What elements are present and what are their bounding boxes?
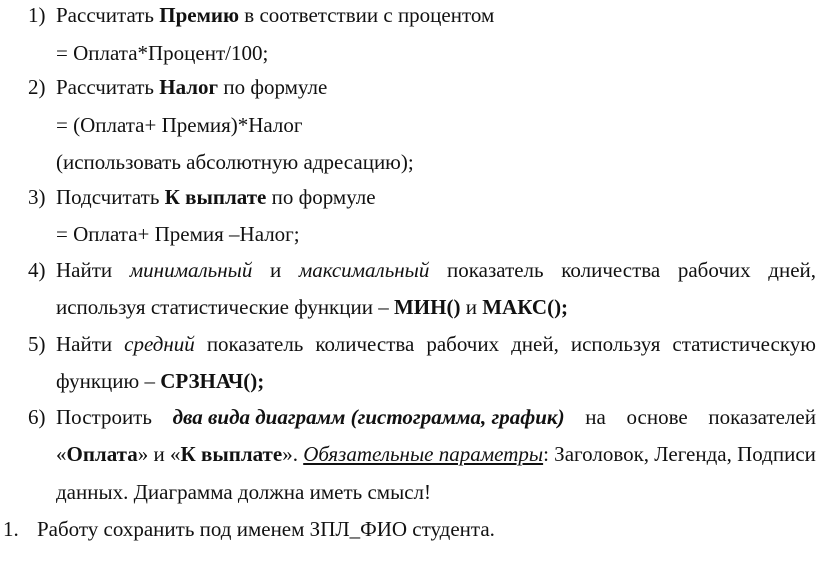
- item-number: 2): [28, 75, 46, 99]
- item-number: 1): [28, 3, 46, 27]
- outer-item-text: Работу сохранить под именем ЗПЛ_ФИО студента.: [37, 517, 495, 541]
- item-text: Найти средний показатель количества рабочих дней, используя статистическую: [56, 332, 816, 356]
- item-1-line-1: [0, 2, 816, 28]
- item-6-line-1: [0, 404, 816, 430]
- item-2-note: (использовать абсолютную адресацию);: [56, 150, 414, 174]
- item-number: 3): [28, 185, 46, 209]
- item-3-line-1: [0, 184, 816, 210]
- item-6-line-3: данных. Диаграмма должна иметь смысл!: [56, 480, 431, 504]
- item-number: 6): [28, 405, 46, 429]
- item-2-line-1: [0, 74, 816, 100]
- item-text: Найти минимальный и максимальный показатель количества рабочих дней,: [56, 258, 816, 282]
- item-5-line-1: [0, 331, 816, 357]
- item-text: Подсчитать К выплате по формуле: [56, 185, 376, 209]
- item-4-line-1: [0, 257, 816, 283]
- outer-item-1: [0, 516, 816, 542]
- item-text: Построить два вида диаграмм (гистограмма, график) на основе показателей: [56, 405, 816, 429]
- item-number: 5): [28, 332, 46, 356]
- item-6-line-2: «Оплата» и «К выплате». Обязательные параметры: Заголовок, Легенда, Подписи: [56, 442, 816, 466]
- item-1-formula: = Оплата*Процент/100;: [56, 41, 269, 65]
- item-text: Рассчитать Премию в соответствии с процентом: [56, 3, 495, 27]
- item-4-line-2: используя статистические функции – МИН() и МАКС();: [56, 295, 569, 319]
- outer-item-number: 1.: [3, 517, 19, 541]
- item-2-formula: = (Оплата+ Премия)*Налог: [56, 113, 303, 137]
- item-3-formula: = Оплата+ Премия –Налог;: [56, 222, 300, 246]
- item-number: 4): [28, 258, 46, 282]
- item-text: Рассчитать Налог по формуле: [56, 75, 328, 99]
- item-5-line-2: функцию – СРЗНАЧ();: [56, 369, 265, 393]
